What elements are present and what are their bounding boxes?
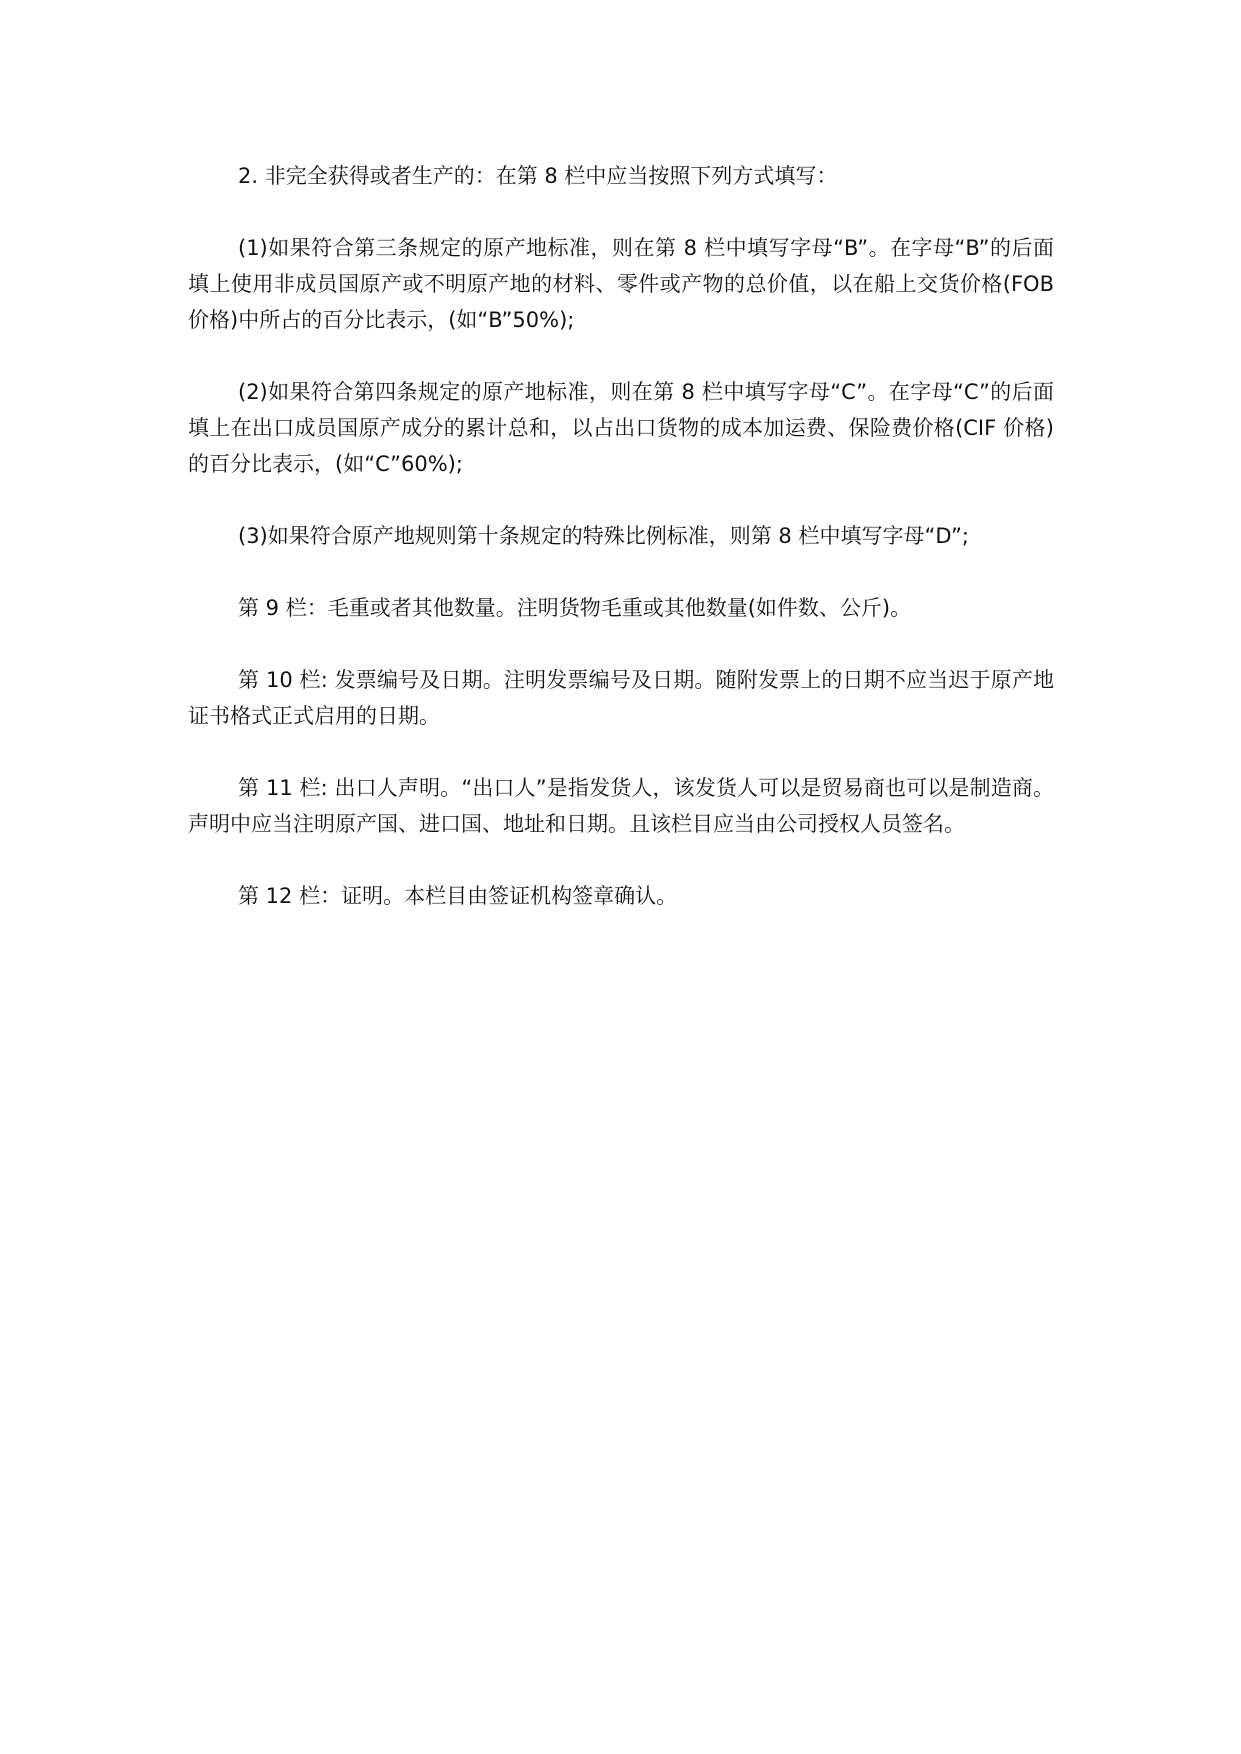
paragraph-box-9: 第 9 栏：毛重或者其他数量。注明货物毛重或其他数量(如件数、公斤)。 bbox=[238, 596, 912, 620]
paragraph-box-10: 第 10 栏: 发票编号及日期。注明发票编号及日期。随附发票上的日期不应当迟于原产地证书格式正式启用的日期。 bbox=[188, 668, 1054, 728]
paragraph-box-12: 第 12 栏：证明。本栏目由签证机构签章确认。 bbox=[238, 884, 678, 908]
paragraph-box-11: 第 11 栏: 出口人声明。“出口人”是指发货人，该发货人可以是贸易商也可以是制造商。声明中应当注明原产国、进口国、地址和日期。且该栏目应当由公司授权人员签名。 bbox=[188, 776, 1054, 836]
paragraph-criterion-d: (3)如果符合原产地规则第十条规定的特殊比例标准，则第 8 栏中填写字母“D”; bbox=[238, 524, 969, 548]
paragraph-non-wholly-obtained: 2. 非完全获得或者生产的：在第 8 栏中应当按照下列方式填写： bbox=[238, 164, 838, 188]
document-body bbox=[188, 158, 1054, 950]
paragraph-criterion-c: (2)如果符合第四条规定的原产地标准，则在第 8 栏中填写字母“C”。在字母“C”的后面填上在出口成员国原产成分的累计总和，以占出口货物的成本加运费、保险费价格(CIF 价格)的百分比表示，(如“C”60%); bbox=[188, 380, 1054, 476]
paragraph-criterion-b: (1)如果符合第三条规定的原产地标准，则在第 8 栏中填写字母“B”。在字母“B”的后面填上使用非成员国原产或不明原产地的材料、零件或产物的总价值，以在船上交货价格(FOB 价格)中所占的百分比表示，(如“B”50%); bbox=[188, 236, 1054, 332]
